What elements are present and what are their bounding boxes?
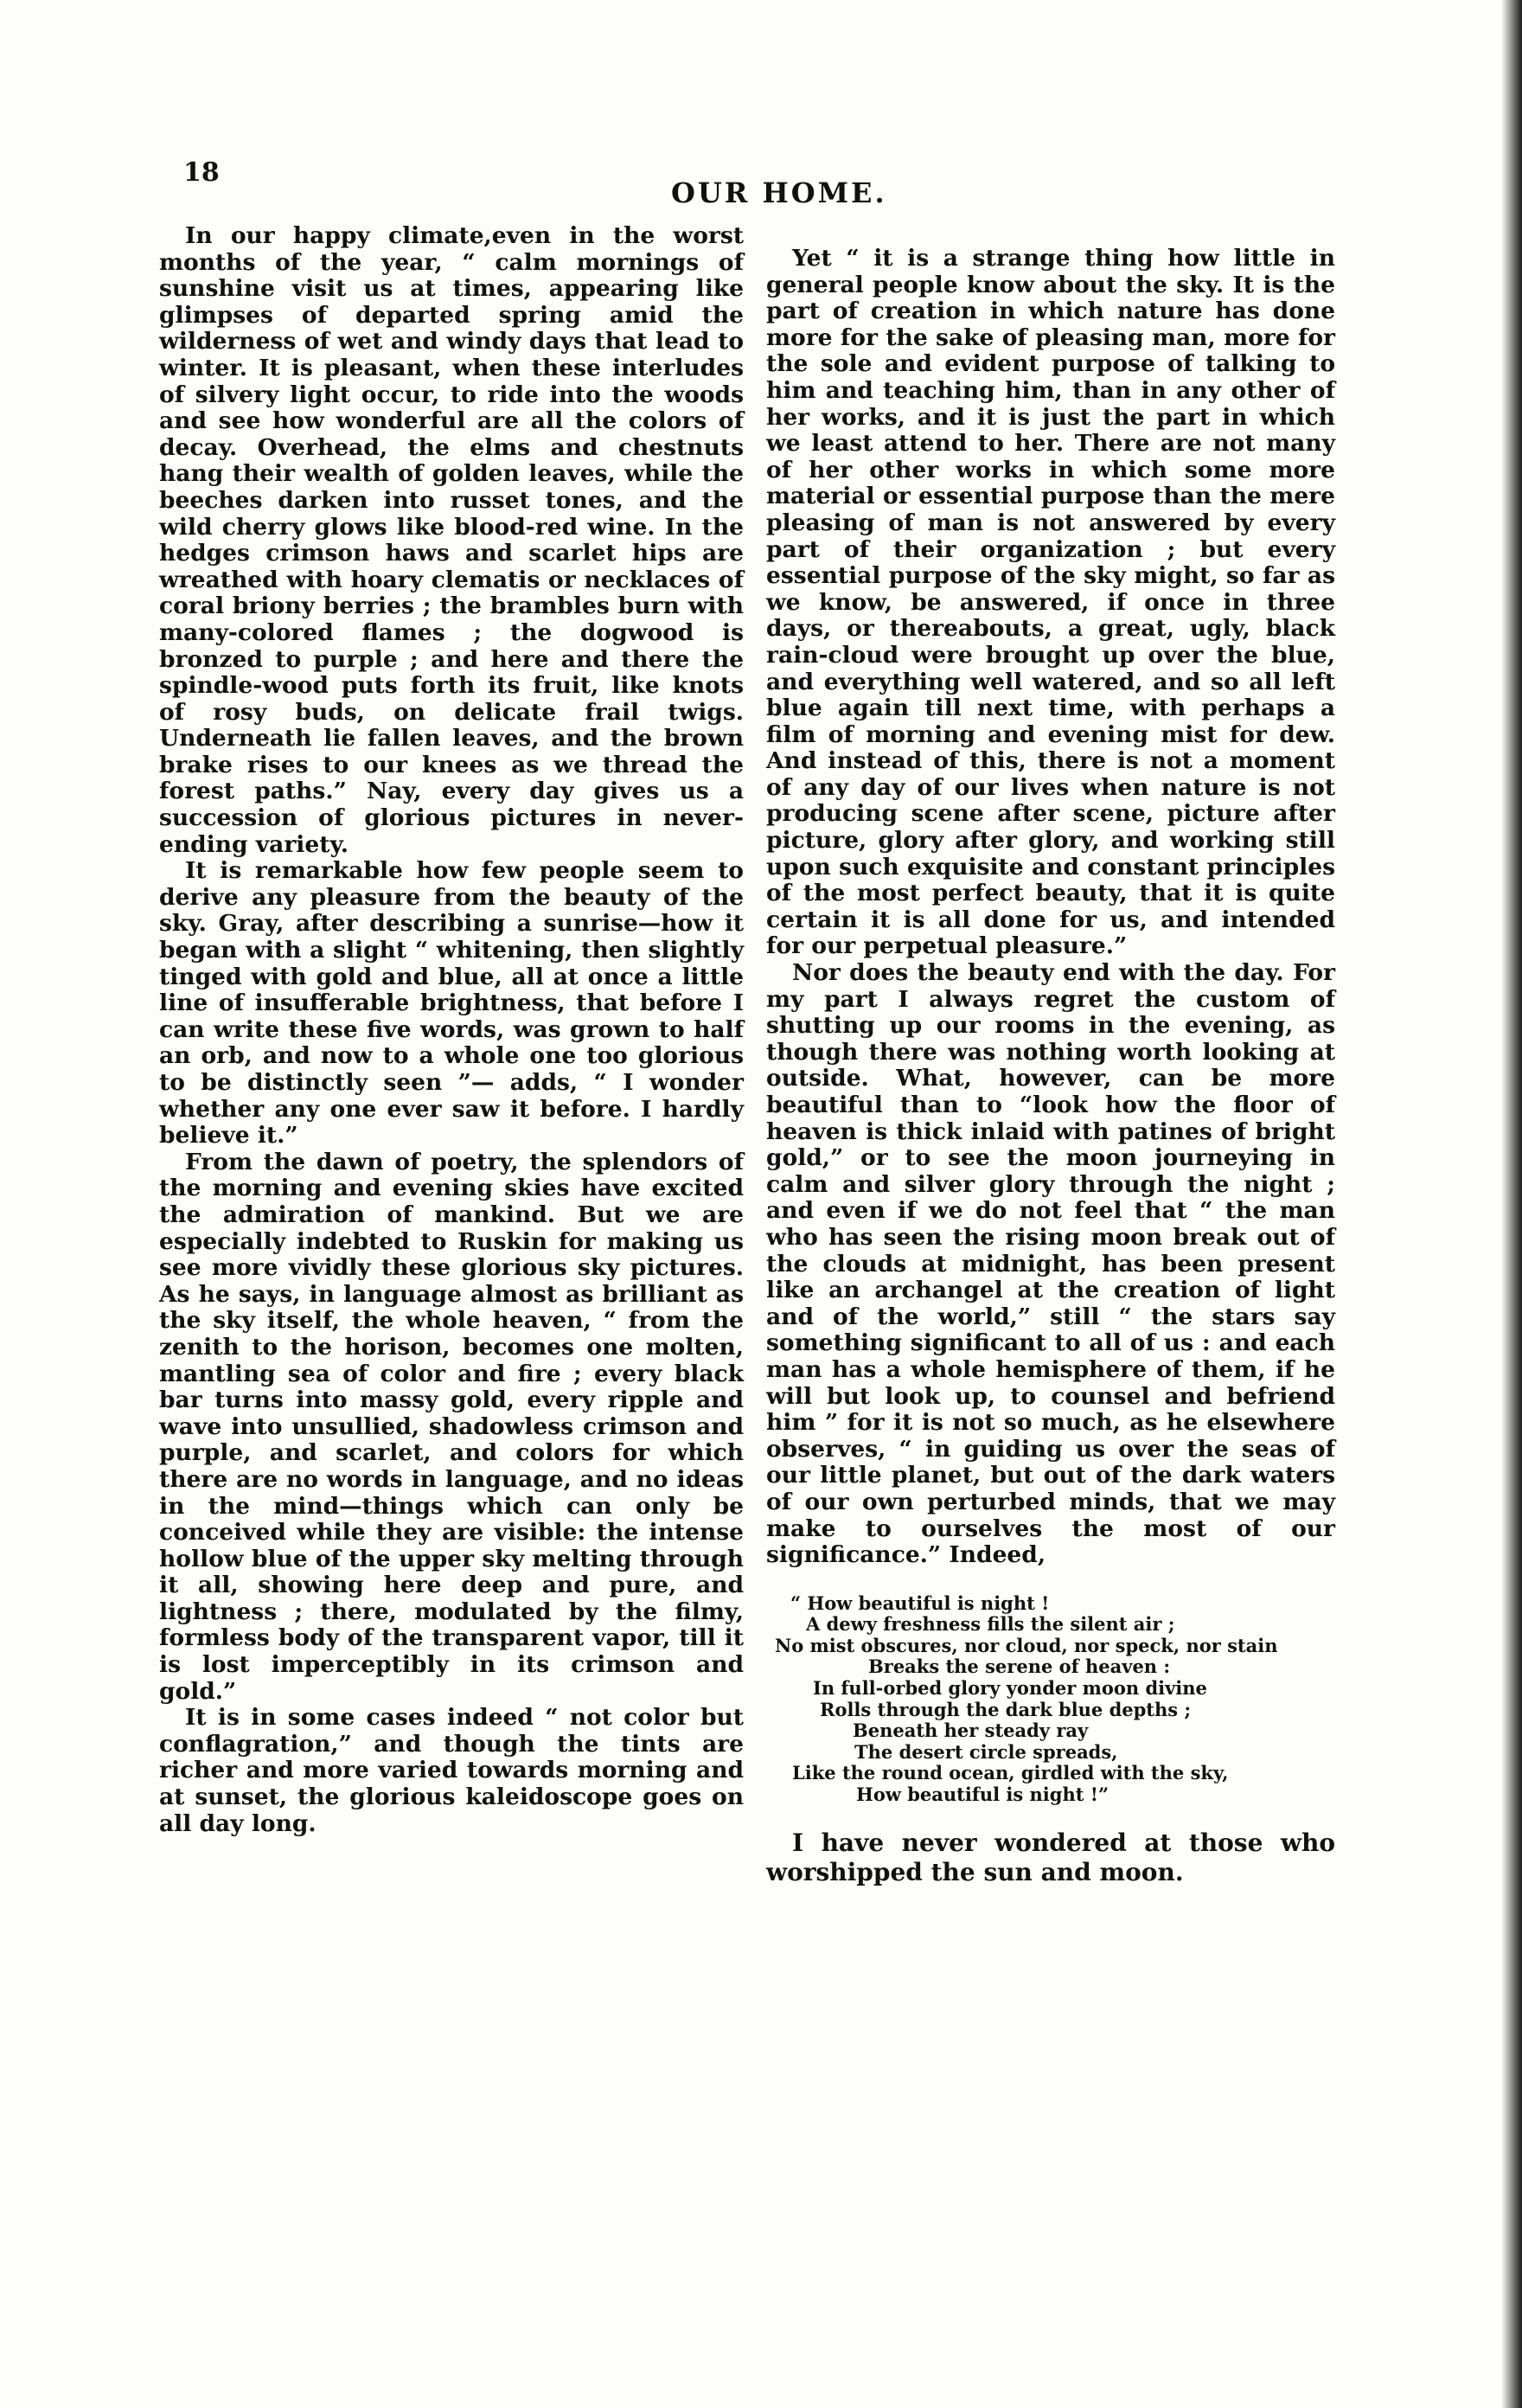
poem-line: How beautiful is night !” [856, 1784, 1110, 1806]
paragraph: In our happy climate,even in the worst months of the year, “ calm mornings of sunshine visit us at times, appearing like glimpses of departed spring amid the wilderness of wet and windy days that lead to winter. It is pleasant, when these interludes of silvery light occur, to ride into the woods and see how wonderful are all the colors of decay. Overhead, the elms and chestnuts hang their wealth of golden leaves, while the beeches darken into russet tones, and the wild cherry glows like blood-red wine. In the hedges crimson haws and scarlet hips are wreathed with hoary clematis or necklaces of coral briony berries ; the brambles burn with many-colored flames ; the dogwood is bronzed to purple ; and here and there the spindle-wood puts forth its fruit, like knots of rosy buds, on delicate frail twigs. Underneath lie fallen leaves, and the brown brake rises to our knees as we thread the forest paths.” Nay, every day gives us a succession of glorious pictures in never-ending variety. [159, 222, 744, 858]
poem-quotation [766, 1593, 1335, 1806]
poem-line: No mist obscures, nor cloud, nor speck, nor stain [775, 1634, 1278, 1656]
page-edge-shadow [1501, 0, 1522, 2408]
poem-line: Rolls through the dark blue depths ; [820, 1698, 1192, 1720]
running-head: OUR HOME. [671, 176, 887, 209]
poem-line: In full-orbed glory yonder moon divine [813, 1677, 1207, 1700]
left-column [159, 223, 744, 1837]
closing-paragraph: I have never wondered at those who worshipped the sun and moon. [766, 1828, 1335, 1886]
right-column [766, 246, 1335, 1887]
paragraph: Yet “ it is a strange thing how little in general people know about the sky. It is the part of creation in which nature has done more for the sake of pleasing man, more for the sole and evident purpose of talking to him and teaching him, than in any other of her works, and it is just the part in which we least attend to her. There are not many of her other works in which some more material or essential purpose than the mere pleasing of man is not answered by every part of their organization ; but every essential purpose of the sky might, so far as we know, be answered, if once in three days, or thereabouts, a great, ugly, black rain-cloud were brought up over the blue, and everything well watered, and so all left blue again till next time, with perhaps a film of morning and evening mist for dew. And instead of this, there is not a moment of any day of our lives when nature is not producing scene after scene, picture after picture, glory after glory, and working still upon such exquisite and constant principles of the most perfect beauty, that it is quite certain it is all done for us, and intended for our perpetual pleasure.” [766, 245, 1335, 960]
poem-line: A dewy freshness fills the silent air ; [806, 1613, 1175, 1636]
poem-line: Breaks the serene of heaven : [868, 1656, 1171, 1678]
paragraph: From the dawn of poetry, the splendors of the morning and evening skies have excited the admiration of mankind. But we are especially indebted to Ruskin for making us see more vividly these glorious sky pictures. As he says, in language almost as brilliant as the sky itself, the whole heaven, “ from the zenith to the horison, becomes one molten, mantling sea of color and fire ; every black bar turns into massy gold, every ripple and wave into unsullied, shadowless crimson and purple, and scarlet, and colors for which there are no words in language, and no ideas in the mind—things which can only be conceived while they are visible: the intense hollow blue of the upper sky melting through it all, showing here deep and pure, and lightness ; there, modulated by the filmy, formless body of the transparent vapor, till it is lost imperceptibly in its crimson and gold.” [159, 1148, 744, 1705]
poem-line: Like the round ocean, girdled with the sky, [792, 1762, 1229, 1784]
poem-line: The desert circle spreads, [854, 1740, 1118, 1763]
paragraph: It is in some cases indeed “ not color but conflagration,” and though the tints are richer and more varied towards morning and at sunset, the glorious kaleidoscope goes on all day long. [159, 1704, 744, 1837]
poem-line: “ How beautiful is night ! [790, 1591, 1050, 1614]
page-number: 18 [183, 157, 220, 188]
paragraph: It is remarkable how few people seem to derive any pleasure from the beauty of the sky. Gray, after describing a sunrise—how it began with a slight “ whitening, then slightly tinged with gold and blue, all at once a little line of insufferable brightness, that before I can write these five words, was grown to half an orb, and now to a whole one too glorious to be distinctly seen ”— adds, “ I wonder whether any one ever saw it before. I hardly believe it.” [159, 857, 744, 1150]
paragraph: Nor does the beauty end with the day. For my part I always regret the custom of shutting up our rooms in the evening, as though there was nothing worth looking at outside. What, however, can be more beautiful than to “look how the floor of heaven is thick inlaid with patines of bright gold,” or to see the moon journeying in calm and silver glory through the night ; and even if we do not feel that “ the man who has seen the rising moon break out of the clouds at midnight, has been present like an archangel at the creation of light and of the world,” still “ the stars say something significant to all of us : and each man has a whole hemisphere of them, if he will but look up, to counsel and befriend him ” for it is not so much, as he elsewhere observes, “ in guiding us over the seas of our little planet, but out of the dark waters of our own perturbed minds, that we may make to ourselves the most of our significance.” Indeed, [766, 959, 1335, 1569]
poem-line: Beneath her steady ray [853, 1720, 1089, 1742]
